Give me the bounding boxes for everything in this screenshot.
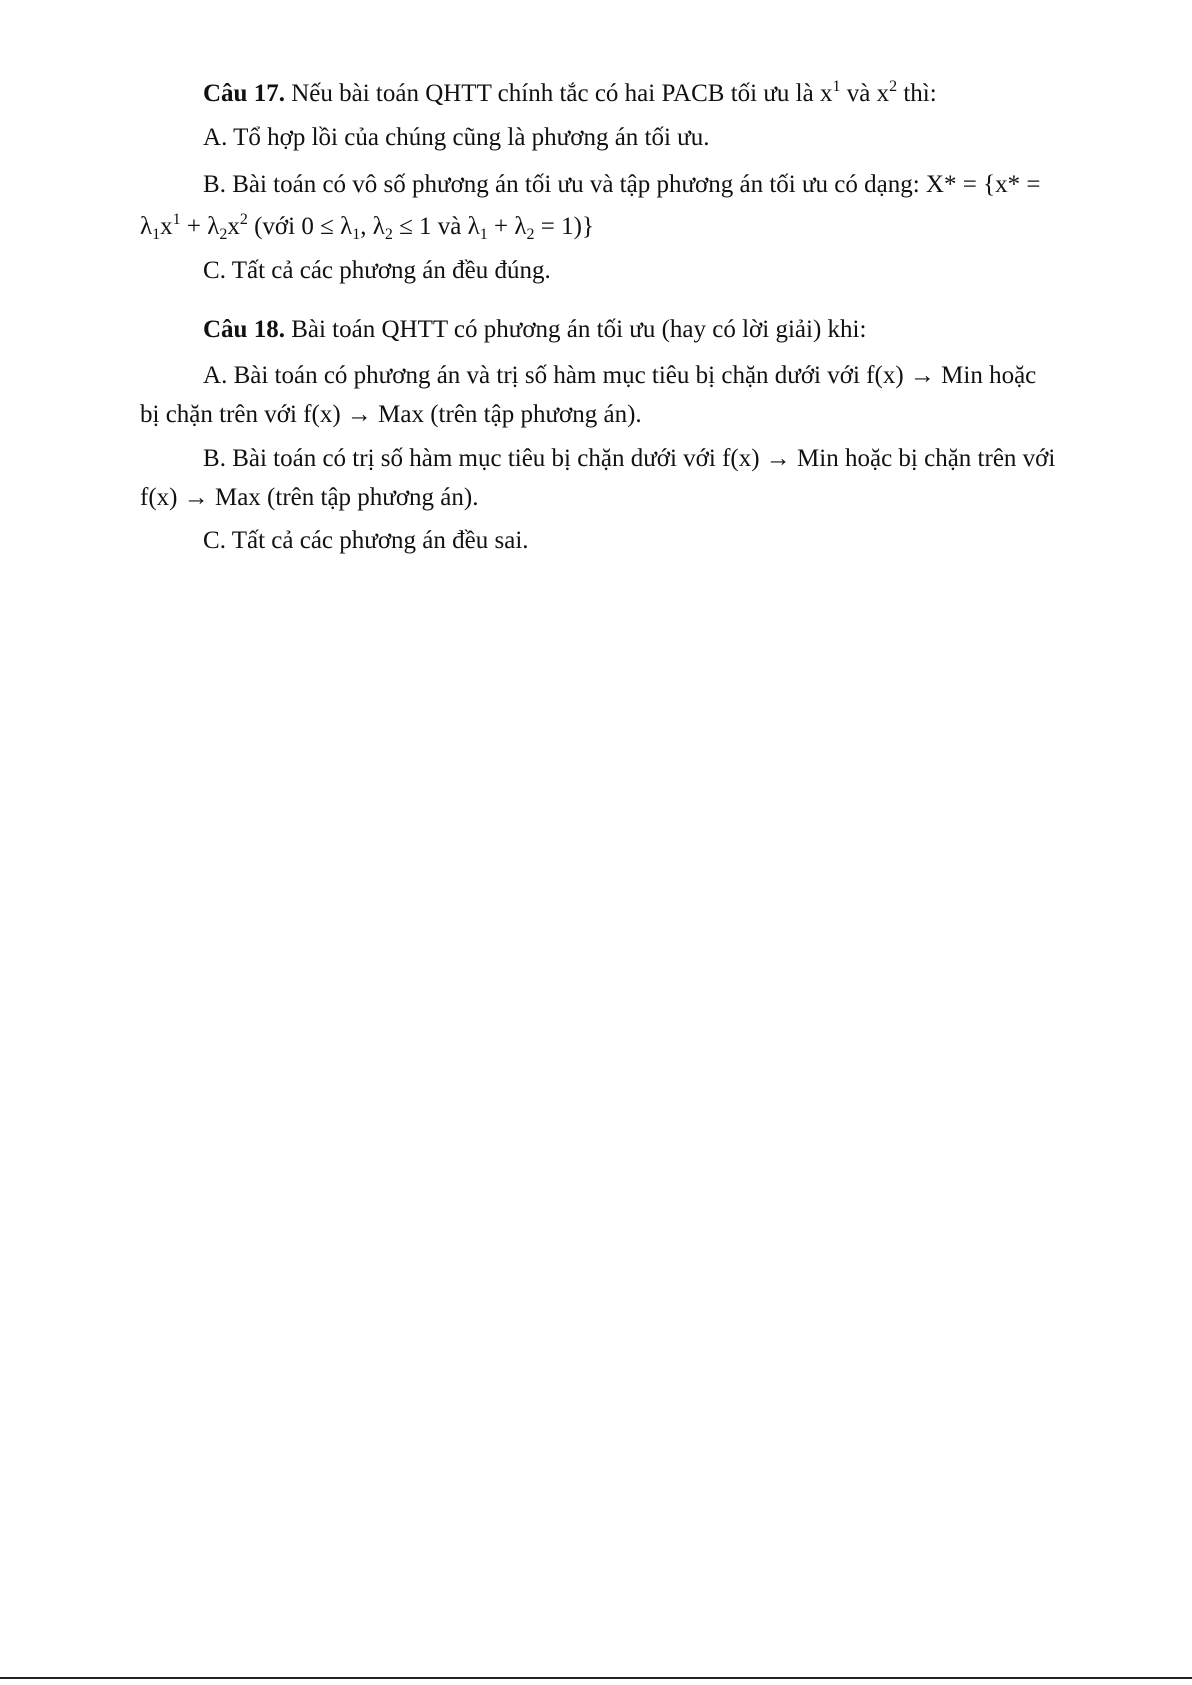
question-17-label: Câu 17. <box>203 80 285 107</box>
question-17-option-b-continuation: $\lambda_1x^1 + \lambda_2x^2$ (với $0 \le \lambda_1$, $\lambda_2 \le 1$ và $\lambda_1 + \lambda_2 = 1$)} <box>140 211 594 243</box>
option-letter: B <box>203 445 220 472</box>
question-18-option-a: A. Bài toán có phương án và trị số hàm mục tiêu bị chặn dưới với f(x) → Min hoặc <box>203 362 1037 389</box>
question-18-stem: Câu 18. Bài toán QHTT có phương án tối ưu (hay có lời giải) khi: <box>203 316 867 343</box>
question-18-option-b-continuation: f(x) → Max (trên tập phương án). <box>140 484 479 511</box>
option-letter: C <box>203 257 220 284</box>
question-18-option-b: B. Bài toán có trị số hàm mục tiêu bị chặn dưới với f(x) → Min hoặc bị chặn trên với <box>203 445 1056 472</box>
question-18-label: Câu 18. <box>203 316 285 343</box>
option-letter: A <box>203 362 222 389</box>
option-letter: B <box>203 171 220 198</box>
question-17-option-c: C. Tất cả các phương án đều đúng. <box>203 257 551 284</box>
page-bottom-divider <box>0 1677 1192 1679</box>
option-letter: A <box>203 124 222 151</box>
question-17-stem: Câu 17. Nếu bài toán QHTT chính tắc có hai PACB tối ưu là $x^1$ và $x^2$ thì: <box>203 78 937 107</box>
question-17-option-b: B. Bài toán có vô số phương án tối ưu và tập phương án tối ưu có dạng: X* = {x* = <box>203 171 1041 198</box>
question-17-option-a: A. Tổ hợp lồi của chúng cũng là phương án tối ưu. <box>203 124 710 151</box>
question-18-option-a-continuation: bị chặn trên với f(x) → Max (trên tập phương án). <box>140 401 642 428</box>
option-letter: C <box>203 527 220 554</box>
question-18-option-c: C. Tất cả các phương án đều sai. <box>203 527 529 554</box>
